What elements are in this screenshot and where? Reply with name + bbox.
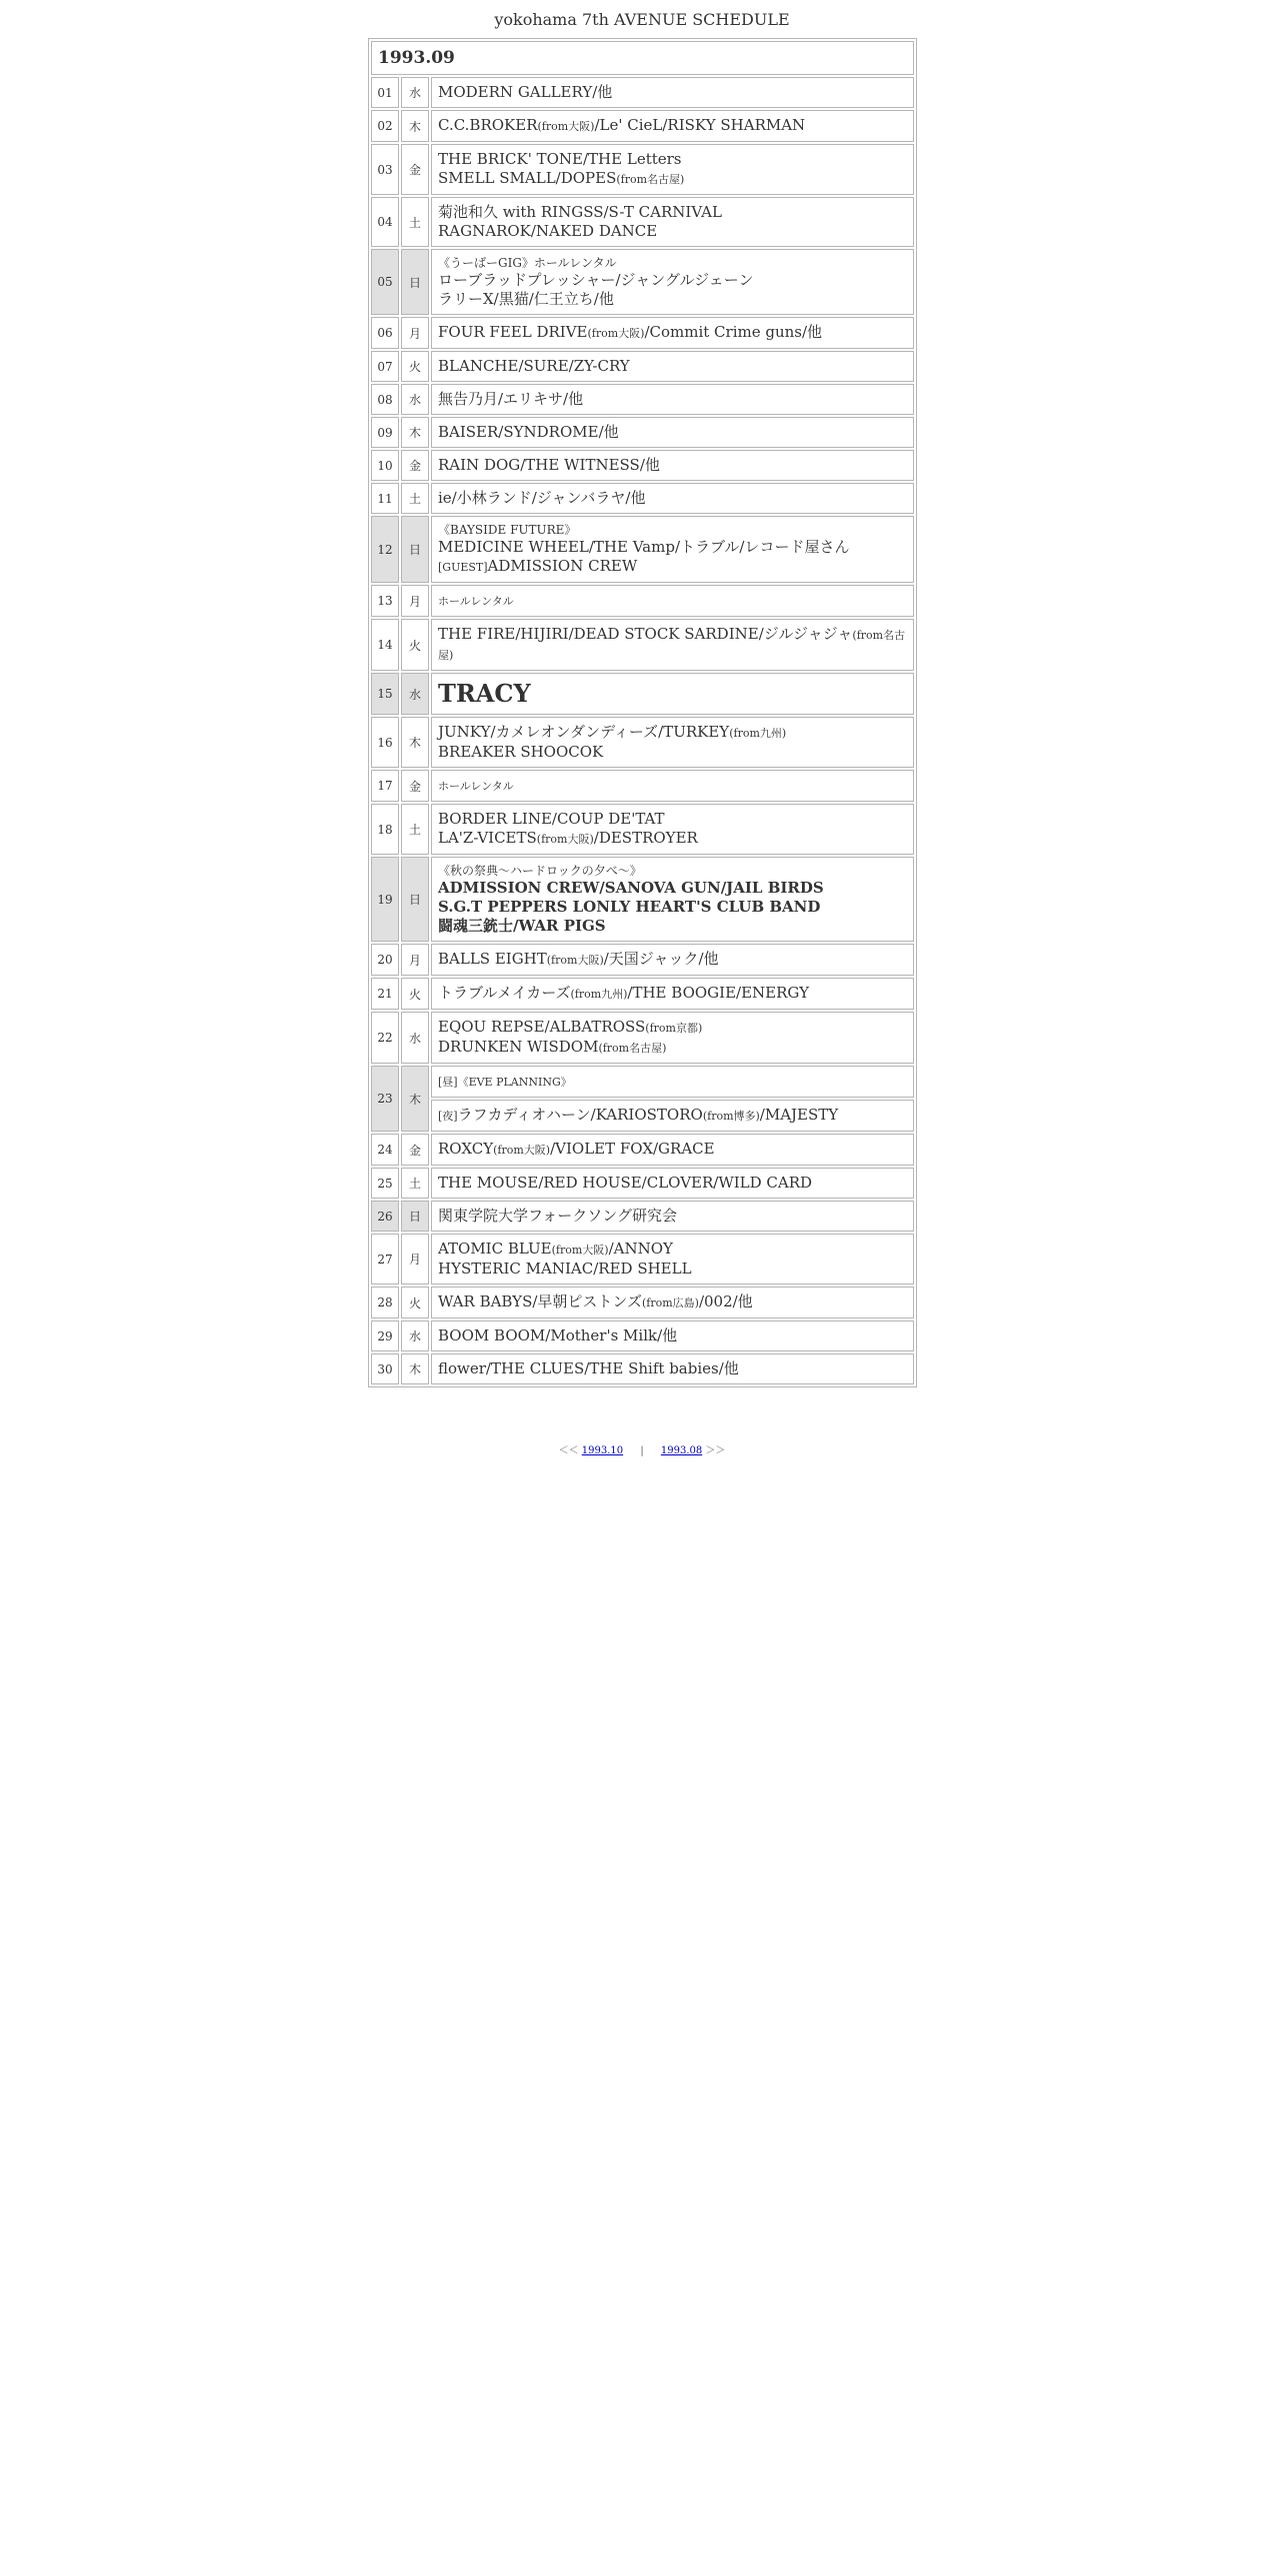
schedule-row — [371, 197, 914, 247]
schedule-row — [371, 317, 914, 349]
act-cell — [431, 857, 914, 942]
act-text: THE MOUSE/RED HOUSE/CLOVER/WILD CARD — [438, 1174, 813, 1192]
act-text: JUNKY/カメレオンダンディーズ/TURKEY — [438, 723, 730, 741]
act-line — [438, 456, 907, 475]
act-annotation: [GUEST] — [438, 561, 488, 574]
schedule-row — [371, 673, 914, 715]
act-text: MODERN GALLERY/他 — [438, 83, 613, 101]
act-cell — [431, 717, 914, 768]
day-of-week: 日 — [401, 516, 429, 583]
schedule-row — [371, 857, 914, 942]
act-annotation: [夜] — [438, 1110, 458, 1123]
act-annotation: (from大阪) — [551, 1244, 609, 1257]
act-text: THE BRICK' TONE/THE Letters — [438, 150, 682, 168]
day-of-week: 金 — [401, 1134, 429, 1166]
act-annotation: (from九州) — [570, 988, 628, 1001]
act-text: HYSTERIC MANIAC/RED SHELL — [438, 1260, 692, 1278]
act-cell — [431, 1287, 914, 1318]
day-number: 11 — [371, 483, 399, 514]
act-text: /VIOLET FOX/GRACE — [550, 1140, 715, 1158]
act-text: /002/他 — [698, 1292, 753, 1310]
schedule-row-evening — [371, 1100, 914, 1132]
page-title: yokohama 7th AVENUE SCHEDULE — [494, 10, 790, 29]
act-line — [438, 222, 907, 241]
act-line — [438, 917, 907, 936]
act-line — [438, 323, 907, 343]
act-line — [438, 1072, 907, 1092]
day-of-week: 土 — [401, 483, 429, 514]
act-line — [438, 1174, 907, 1193]
act-text: THE FIRE/HIJIRI/DEAD STOCK SARDINE/ジルジャジャ — [438, 625, 853, 643]
day-number: 03 — [371, 144, 399, 195]
act-text: BOOM BOOM/Mother's Milk/他 — [438, 1326, 678, 1344]
day-number: 20 — [371, 944, 399, 976]
day-number: 23 — [371, 1066, 399, 1132]
act-line — [438, 538, 907, 557]
day-of-week: 土 — [401, 1168, 429, 1199]
act-text: DRUNKEN WISDOM — [438, 1038, 599, 1056]
day-number: 18 — [371, 804, 399, 855]
act-text: EQOU REPSE/ALBATROSS — [438, 1018, 646, 1036]
day-number: 15 — [371, 673, 399, 715]
act-text: LA'Z-VICETS — [438, 829, 537, 847]
act-line — [438, 357, 907, 376]
act-text: RAGNAROK/NAKED DANCE — [438, 222, 658, 240]
act-text: BAISER/SYNDROME/他 — [438, 423, 619, 441]
schedule-row — [371, 804, 914, 855]
day-number: 24 — [371, 1134, 399, 1166]
act-line — [438, 423, 907, 442]
act-text: BLANCHE/SURE/ZY-CRY — [438, 357, 630, 375]
act-line — [438, 591, 907, 611]
act-cell — [431, 619, 914, 671]
act-line — [438, 150, 907, 169]
act-text: /DESTROYER — [593, 829, 698, 847]
act-cell — [431, 1168, 914, 1199]
act-text: ADMISSION CREW/SANOVA GUN/JAIL BIRDS — [438, 879, 824, 897]
act-annotation: (from大阪) — [546, 954, 604, 967]
day-number: 21 — [371, 978, 399, 1010]
act-cell — [431, 110, 914, 142]
day-of-week: 金 — [401, 770, 429, 802]
day-number: 01 — [371, 77, 399, 108]
schedule-row — [371, 144, 914, 195]
act-cell — [431, 77, 914, 108]
act-line — [438, 1018, 907, 1038]
schedule-row — [371, 384, 914, 415]
day-number: 19 — [371, 857, 399, 942]
act-cell — [431, 770, 914, 802]
act-line — [438, 1359, 907, 1378]
prev-month-link[interactable]: 1993.08 — [660, 1445, 703, 1456]
day-of-week: 水 — [401, 1012, 429, 1064]
event-note: 《BAYSIDE FUTURE》 — [438, 523, 577, 537]
act-annotation: (from大阪) — [537, 120, 595, 133]
schedule-row — [371, 770, 914, 802]
schedule-row — [371, 417, 914, 448]
day-of-week: 月 — [401, 585, 429, 617]
act-line — [438, 810, 907, 829]
act-cell — [431, 1353, 914, 1384]
act-line — [438, 950, 907, 970]
schedule-row — [371, 516, 914, 583]
act-annotation: (from博多) — [702, 1110, 760, 1123]
day-of-week: 火 — [401, 1287, 429, 1318]
day-of-week: 金 — [401, 144, 429, 195]
act-text: 無告乃月/エリキサ/他 — [438, 390, 584, 408]
nav-separator: | — [640, 1445, 644, 1456]
day-of-week: 土 — [401, 804, 429, 855]
act-line — [438, 679, 907, 709]
day-number: 10 — [371, 450, 399, 481]
act-annotation: ホールレンタル — [438, 780, 514, 793]
act-text: BALLS EIGHT — [438, 950, 547, 968]
act-cell — [431, 317, 914, 349]
schedule-row — [371, 585, 914, 617]
schedule-row — [371, 483, 914, 514]
day-number: 27 — [371, 1234, 399, 1285]
act-annotation: [昼]《EVE PLANNING》 — [438, 1076, 572, 1089]
schedule-row — [371, 944, 914, 976]
act-cell — [431, 1012, 914, 1064]
day-of-week: 土 — [401, 197, 429, 247]
next-month-link[interactable]: 1993.10 — [581, 1445, 624, 1456]
day-number: 04 — [371, 197, 399, 247]
act-annotation: (from大阪) — [536, 833, 594, 846]
day-number: 06 — [371, 317, 399, 349]
act-text: FOUR FEEL DRIVE — [438, 323, 588, 341]
act-annotation: (from大阪) — [587, 327, 645, 340]
act-annotation: (from名古屋) — [616, 173, 685, 186]
act-line — [438, 1260, 907, 1279]
act-text: MEDICINE WHEEL/THE Vamp/トラブル/レコード屋さん — [438, 538, 850, 556]
act-cell — [431, 197, 914, 247]
act-line — [438, 116, 907, 136]
day-number: 02 — [371, 110, 399, 142]
schedule-row — [371, 110, 914, 142]
act-line — [438, 743, 907, 762]
act-text: SMELL SMALL/DOPES — [438, 169, 617, 187]
act-text: ADMISSION CREW — [487, 557, 638, 575]
act-text: S.G.T PEPPERS LONLY HEART'S CLUB BAND — [438, 898, 821, 916]
day-number: 28 — [371, 1287, 399, 1318]
month-navigation — [0, 1441, 1284, 1456]
schedule-row — [371, 450, 914, 481]
act-annotation: (from大阪) — [493, 1144, 551, 1157]
schedule-row — [371, 249, 914, 315]
act-annotation: (from九州) — [729, 727, 787, 740]
event-note: 《うーばーGIG》ホールレンタル — [438, 256, 617, 270]
day-of-week: 火 — [401, 351, 429, 382]
day-of-week: 月 — [401, 944, 429, 976]
act-text: ラフカディオハーン/KARIOSTORO — [457, 1106, 703, 1124]
day-of-week: 木 — [401, 1353, 429, 1384]
schedule-row — [371, 351, 914, 382]
act-line — [438, 1207, 907, 1226]
act-cell — [431, 673, 914, 715]
schedule-row — [371, 619, 914, 671]
day-number: 07 — [371, 351, 399, 382]
act-line — [438, 879, 907, 898]
act-text: /天国ジャック/他 — [603, 950, 719, 968]
day-of-week: 木 — [401, 717, 429, 768]
act-text: トラブルメイカーズ — [438, 984, 571, 1002]
act-cell — [431, 1320, 914, 1351]
schedule-row — [371, 1066, 914, 1098]
act-line — [438, 829, 907, 849]
day-of-week: 日 — [401, 249, 429, 315]
act-cell — [431, 1201, 914, 1232]
act-line — [438, 1292, 907, 1312]
act-annotation: ホールレンタル — [438, 595, 514, 608]
act-text: /Commit Crime guns/他 — [644, 323, 823, 341]
act-annotation: (from名古屋) — [438, 629, 906, 662]
act-line — [438, 625, 907, 665]
day-of-week: 木 — [401, 417, 429, 448]
act-line — [438, 390, 907, 409]
event-note: 《秋の祭典～ハードロックの夕べ～》 — [438, 864, 642, 878]
day-of-week: 火 — [401, 619, 429, 671]
act-line — [438, 203, 907, 222]
day-of-week: 月 — [401, 1234, 429, 1285]
act-line — [438, 723, 907, 743]
day-number: 14 — [371, 619, 399, 671]
day-number: 08 — [371, 384, 399, 415]
schedule-row — [371, 77, 914, 108]
act-cell — [431, 351, 914, 382]
act-cell — [431, 144, 914, 195]
act-cell — [431, 483, 914, 514]
schedule-row — [371, 1320, 914, 1351]
day-of-week: 金 — [401, 450, 429, 481]
day-of-week: 日 — [401, 1201, 429, 1232]
act-annotation: (from広島) — [641, 1296, 699, 1309]
month-header-row — [371, 41, 914, 75]
act-cell — [431, 944, 914, 976]
day-number: 30 — [371, 1353, 399, 1384]
act-text: /THE BOOGIE/ENERGY — [627, 984, 810, 1002]
act-text: WAR BABYS/早朝ピストンズ — [438, 1292, 642, 1310]
nav-next-arrows: ＞＞ — [705, 1445, 726, 1456]
act-cell — [431, 450, 914, 481]
day-of-week: 水 — [401, 77, 429, 108]
act-annotation: (from名古屋) — [598, 1042, 667, 1055]
schedule-row — [371, 1287, 914, 1318]
day-of-week: 水 — [401, 673, 429, 715]
day-number: 22 — [371, 1012, 399, 1064]
day-of-week: 火 — [401, 978, 429, 1010]
day-of-week: 日 — [401, 857, 429, 942]
day-of-week: 水 — [401, 1320, 429, 1351]
act-text: ATOMIC BLUE — [438, 1240, 552, 1258]
act-line — [438, 898, 907, 917]
act-text: flower/THE CLUES/THE Shift babies/他 — [438, 1359, 739, 1377]
act-text: C.C.BROKER — [438, 116, 538, 134]
act-cell — [431, 1066, 914, 1098]
act-cell — [431, 978, 914, 1010]
act-cell — [431, 417, 914, 448]
schedule-row — [371, 717, 914, 768]
act-text: BREAKER SHOOCOK — [438, 743, 604, 761]
schedule-table — [368, 38, 917, 1387]
day-number: 29 — [371, 1320, 399, 1351]
act-line — [438, 776, 907, 796]
act-text: 菊池和久 with RINGSS/S-T CARNIVAL — [438, 203, 722, 221]
act-cell — [431, 1134, 914, 1166]
schedule-row — [371, 1234, 914, 1285]
day-of-week: 月 — [401, 317, 429, 349]
act-text: /Le' CieL/RISKY SHARMAN — [594, 116, 806, 134]
act-cell — [431, 1100, 914, 1132]
day-number: 05 — [371, 249, 399, 315]
act-line — [438, 1240, 907, 1260]
act-text: ローブラッドプレッシャー/ジャングルジェーン — [438, 271, 754, 289]
day-number: 13 — [371, 585, 399, 617]
schedule-row — [371, 1201, 914, 1232]
act-text: /ANNOY — [608, 1240, 673, 1258]
day-number: 26 — [371, 1201, 399, 1232]
act-cell — [431, 384, 914, 415]
act-line — [438, 169, 907, 189]
act-cell — [431, 249, 914, 315]
act-text: 関東学院大学フォークソング研究会 — [438, 1207, 677, 1225]
day-number: 12 — [371, 516, 399, 583]
schedule-row — [371, 1134, 914, 1166]
schedule-row — [371, 978, 914, 1010]
act-text: 闘魂三銃士/WAR PIGS — [438, 917, 606, 935]
day-number: 09 — [371, 417, 399, 448]
act-line — [438, 489, 907, 508]
act-line — [438, 1038, 907, 1058]
act-annotation: (from京都) — [645, 1022, 703, 1035]
act-cell — [431, 1234, 914, 1285]
act-text: TRACY — [438, 679, 531, 708]
month-label: 1993.09 — [371, 41, 914, 75]
day-of-week: 水 — [401, 384, 429, 415]
day-of-week: 木 — [401, 1066, 429, 1132]
act-line — [438, 1326, 907, 1345]
schedule-row — [371, 1353, 914, 1384]
act-line — [438, 1106, 907, 1126]
act-text: BORDER LINE/COUP DE'TAT — [438, 810, 665, 828]
act-cell — [431, 585, 914, 617]
act-text: /MAJESTY — [759, 1106, 839, 1124]
act-line — [438, 83, 907, 102]
day-number: 16 — [371, 717, 399, 768]
day-number: 25 — [371, 1168, 399, 1199]
schedule-row — [371, 1012, 914, 1064]
act-text: ROXCY — [438, 1140, 494, 1158]
nav-prev-arrows: ＜＜ — [558, 1445, 579, 1456]
day-of-week: 木 — [401, 110, 429, 142]
act-line — [438, 271, 907, 290]
act-line — [438, 984, 907, 1004]
act-text: RAIN DOG/THE WITNESS/他 — [438, 456, 660, 474]
act-text: ie/小林ランド/ジャンバラヤ/他 — [438, 489, 646, 507]
act-cell — [431, 804, 914, 855]
day-number: 17 — [371, 770, 399, 802]
schedule-row — [371, 1168, 914, 1199]
act-line — [438, 1140, 907, 1160]
act-cell — [431, 516, 914, 583]
act-line — [438, 290, 907, 309]
act-text: ラリーX/黒猫/仁王立ち/他 — [438, 290, 614, 308]
act-line — [438, 557, 907, 577]
